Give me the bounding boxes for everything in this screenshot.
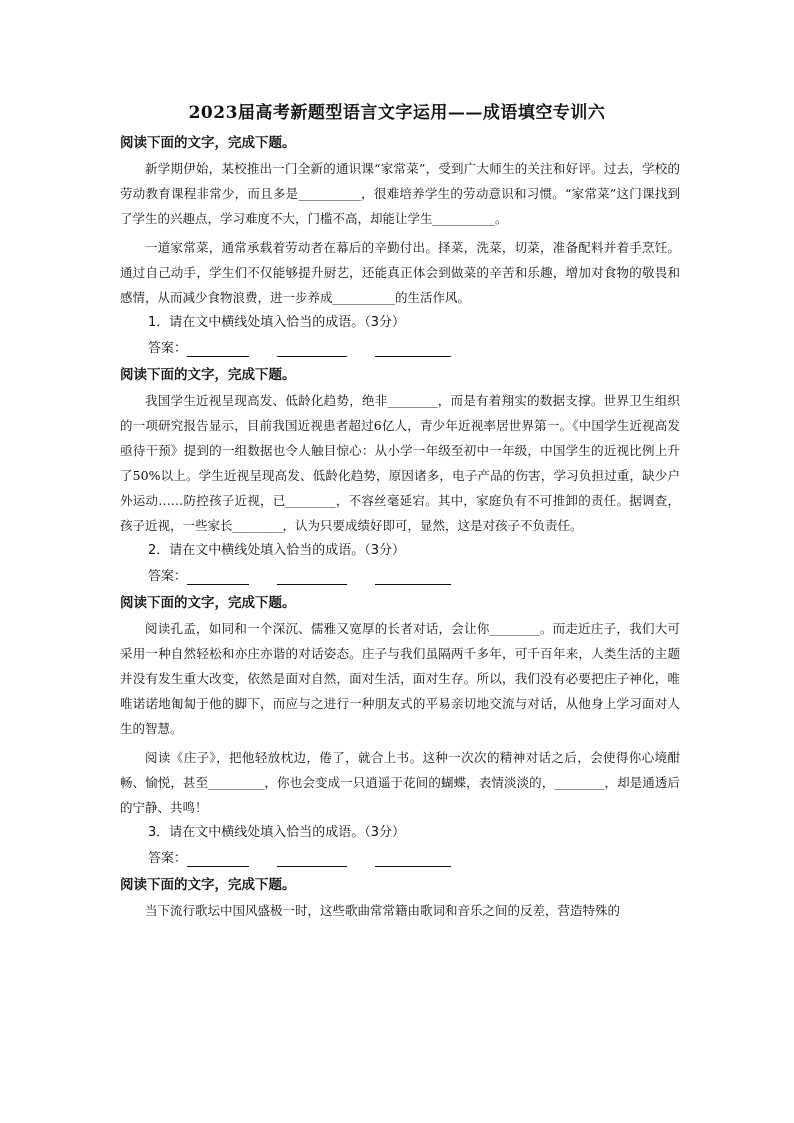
answer-blank[interactable] — [375, 852, 451, 867]
answer-label: 答案： — [148, 341, 188, 356]
passage-paragraph: 阅读孔孟，如同和一个深沉、儒雅又宽厚的长者对话，会让你________。而走近庄子，我们大可采用一种自然轻松和亦庄亦谐的对话姿态。庄子与我们虽隔两千多年，可千百年来，人类生活的主题并没有发生重大改变，依然是面对自然，面对生活，面对生存。所以，我们没有必要把庄子神化，唯唯诺诺地匍匐于他的脚下，而应与之进行一种朋友式的平易亲切地交流与对话，从他身上学习面对人生的智慧。 — [120, 621, 680, 736]
answer-row — [120, 846, 680, 872]
question-prompt: 1．请在文中横线处填入恰当的成语。（3分） — [148, 315, 406, 330]
passage-paragraph: 新学期伊始，某校推出一门全新的通识课“家常菜”，受到广大师生的关注和好评。过去，学校的劳动教育课程非常少，而且多是__________，很难培养学生的劳动意识和习惯。“家常菜”这门课找到了学生的兴趣点，学习难度不大，门槛不高，却能让学生__________。 — [120, 161, 680, 226]
document-title: 2023届高考新题型语言文字运用——成语填空专训六 — [188, 103, 606, 123]
section-heading: 阅读下面的文字，完成下题。 — [120, 877, 296, 893]
reading-section-2 — [120, 362, 680, 590]
answer-label: 答案： — [148, 851, 188, 866]
passage-paragraph: 当下流行歌坛中国风盛极一时，这些歌曲常常籍由歌词和音乐之间的反差，营造特殊的 — [145, 903, 621, 918]
answer-blank[interactable] — [375, 342, 451, 357]
question-prompt: 3．请在文中横线处填入恰当的成语。（3分） — [148, 825, 406, 840]
answer-blank[interactable] — [277, 570, 347, 585]
section-heading: 阅读下面的文字，完成下题。 — [120, 367, 296, 383]
section-heading: 阅读下面的文字，完成下题。 — [120, 595, 296, 611]
reading-section-1 — [120, 130, 680, 362]
passage-paragraph: 我国学生近视呈现高发、低龄化趋势，绝非________，而是有着翔实的数据支撑。世界卫生组织的一项研究报告显示，目前我国近视患者超过6亿人，青少年近视率居世界第一。《中国学生近视高发亟待干预》提到的一组数据也令人触目惊心：从小学一年级至初中一年级，中国学生的近视比例上升了50%以上。学生近视呈现高发、低龄化趋势，原因诸多，电子产品的伤害，学习负担过重，缺少户外运动……防控孩子近视，已________，不容丝毫延宕。其中，家庭负有不可推卸的责任。据调查，孩子近视，一些家长________，认为只要成绩好即可，显然，这是对孩子不负责任。 — [120, 393, 680, 533]
answer-blank[interactable] — [375, 570, 451, 585]
answer-row — [120, 564, 680, 590]
answer-row — [120, 336, 680, 362]
reading-section-4 — [120, 872, 680, 923]
answer-blank[interactable] — [277, 342, 347, 357]
section-heading: 阅读下面的文字，完成下题。 — [120, 135, 296, 151]
question-prompt: 2．请在文中横线处填入恰当的成语。（3分） — [148, 543, 406, 558]
answer-blank[interactable] — [187, 570, 249, 585]
document-body — [120, 130, 680, 923]
passage-paragraph: 阅读《庄子》，把他轻放枕边，倦了，就合上书。这种一次次的精神对话之后，会使得你心境酣畅、愉悦，甚至_________，你也会变成一只逍遥于花间的蝴蝶，表情淡淡的，________，却是通透后的宁静、共鸣！ — [120, 750, 680, 815]
passage-paragraph: 一道家常菜，通常承载着劳动者在幕后的辛勤付出。择菜，洗菜，切菜，准备配料并着手烹饪。通过自己动手，学生们不仅能够提升厨艺，还能真正体会到做菜的辛苦和乐趣，增加对食物的敬畏和感情，从而减少食物浪费，进一步养成__________的生活作风。 — [120, 240, 680, 305]
answer-blank[interactable] — [277, 852, 347, 867]
answer-blank[interactable] — [187, 342, 249, 357]
answer-label: 答案： — [148, 569, 188, 584]
answer-blank[interactable] — [187, 852, 249, 867]
reading-section-3 — [120, 590, 680, 872]
